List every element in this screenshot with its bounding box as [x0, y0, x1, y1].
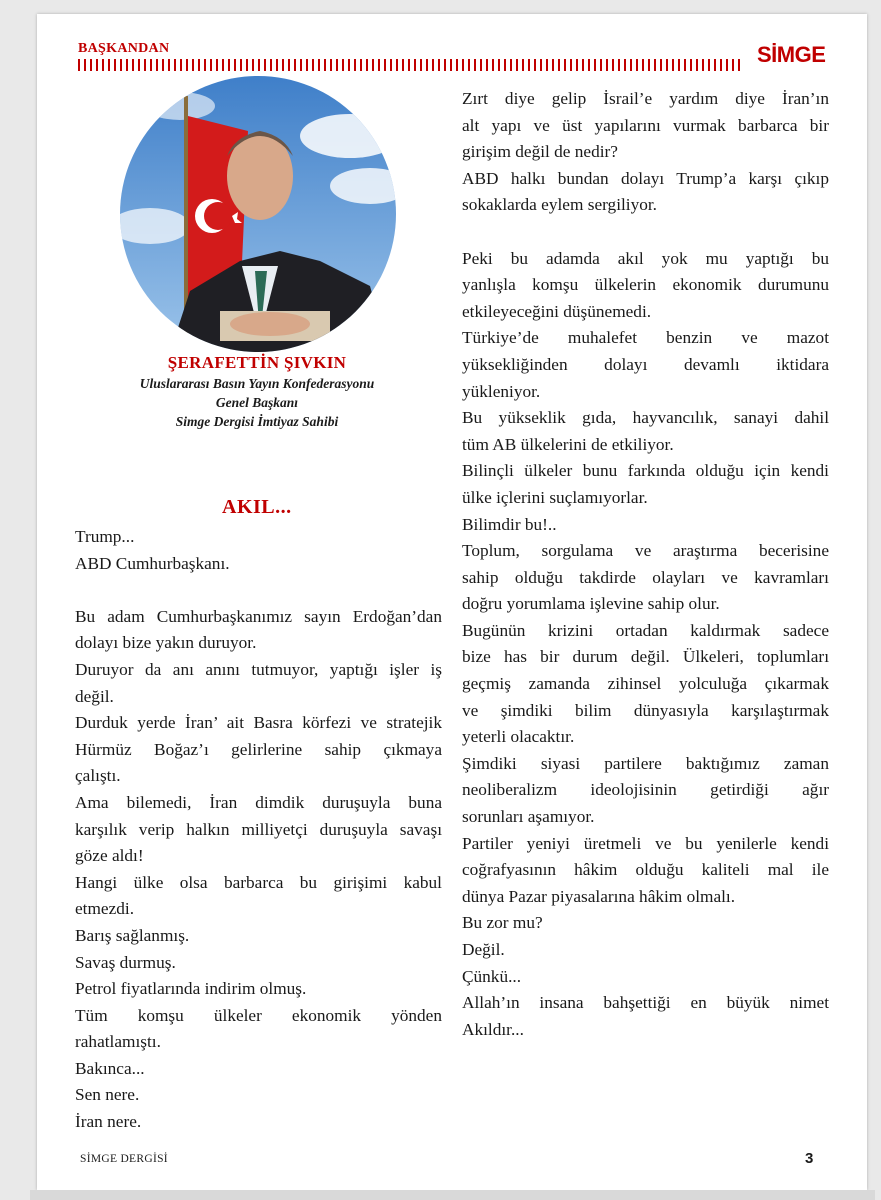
- article-line: Çünkü...: [462, 966, 522, 986]
- article-line: dolayı bize yakın duruyor.: [75, 633, 257, 653]
- article-title: AKIL...: [222, 496, 292, 518]
- article-line: Türkiye’de muhalefet benzin ve mazot: [462, 328, 829, 348]
- article-line: coğrafyasının hâkim olduğu kaliteli mal ile: [462, 860, 829, 880]
- article-line: Petrol fiyatlarında indirim olmuş.: [75, 979, 307, 999]
- article-line: çalıştı.: [75, 766, 121, 786]
- article-line: Barış sağlanmış.: [75, 925, 190, 945]
- article-line: Bu adam Cumhurbaşkanımız sayın Erdoğan’dan: [75, 606, 442, 626]
- article-line: ve şimdiki bilim dünyasıyla karşılaştırmak: [462, 700, 829, 720]
- article-line: Peki bu adamda akıl yok mu yaptığı bu: [462, 248, 829, 268]
- article-line: girişim değil de nedir?: [462, 142, 618, 162]
- article-line: alt yapı ve üst yapılarını vurmak barbarca bir: [462, 115, 829, 135]
- article-line: Bugünün krizini ortadan kaldırmak sadece: [462, 620, 829, 640]
- author-role-3: Simge Dergisi İmtiyaz Sahibi: [175, 414, 339, 429]
- article-line: bize has bir durum değil. Ülkeleri, toplumları: [462, 647, 829, 667]
- article-line: sokaklarda eylem sergiliyor.: [462, 195, 658, 215]
- author-info: [82, 352, 432, 431]
- article-line: sahip olduğu takdirde olayları ve kavramları: [462, 567, 829, 587]
- article-line: doğru yorumlama işlevine sahip olur.: [462, 594, 720, 614]
- article-line: ABD halkı bundan dolayı Trump’a karşı çıkıp: [462, 168, 829, 188]
- article-line: yükleniyor.: [462, 381, 541, 401]
- article-line: Hürmüz Boğaz’ı gelirlerine sahip çıkmaya: [75, 739, 442, 759]
- article-line: Trump...: [75, 527, 135, 546]
- author-portrait: [120, 76, 396, 352]
- article-line: Ama bilemedi, İran dimdik duruşuyla buna: [75, 792, 442, 812]
- article-line: Zırt diye gelip İsrail’e yardım diye İran’ın: [462, 89, 829, 108]
- article-line: sorunları aşamıyor.: [462, 807, 595, 827]
- article-line: Akıldır...: [462, 1019, 524, 1039]
- article-line: Savaş durmuş.: [75, 952, 176, 972]
- article-line: rahatlamıştı.: [75, 1032, 161, 1052]
- magazine-logo: SİMGE: [757, 42, 826, 67]
- article-line: Değil.: [462, 940, 505, 959]
- footer-magazine-name: SİMGE DERGİSİ: [80, 1153, 168, 1165]
- author-role-2: Genel Başkanı: [215, 395, 299, 410]
- article-line: karşılık verip halkın milliyetçi duruşuyla savaşı: [75, 819, 442, 839]
- article-line: yüksekliğinden dolayı devamlı iktidara: [462, 354, 829, 374]
- article-column-right: [462, 86, 829, 1043]
- author-role-1: Uluslararası Basın Yayın Konfederasyonu: [139, 376, 375, 391]
- article-line: tüm AB ülkelerini de etkiliyor.: [462, 434, 674, 454]
- article-line: ABD Cumhurbaşkanı.: [75, 553, 230, 573]
- author-name: ŞERAFETTİN ŞIVKIN: [167, 353, 347, 372]
- paragraph-gap: [75, 577, 442, 604]
- article-line: Sen nere.: [75, 1085, 140, 1105]
- article-line: yanlışla komşu ülkelerin ekonomik durumunu: [462, 275, 829, 295]
- article-line: Bu yükseklik gıda, hayvancılık, sanayi dahil: [462, 408, 829, 428]
- paragraph-gap: [462, 219, 829, 246]
- article-line: göze aldı!: [75, 846, 144, 866]
- article-column-left: [75, 524, 442, 1136]
- article-line: Toplum, sorgulama ve araştırma becerisine: [462, 541, 829, 561]
- article-line: Hangi ülke olsa barbarca bu girişimi kabul: [75, 872, 442, 892]
- section-label: BAŞKANDAN: [78, 41, 170, 56]
- article-line: Partiler yeniyi üretmeli ve bu yenilerle kendi: [462, 833, 829, 853]
- article-line: geçmiş zamanda zihinsel yolculuğa çıkarmak: [462, 674, 829, 694]
- article-line: değil.: [75, 686, 114, 706]
- header-divider: [78, 59, 744, 71]
- portrait-image: [120, 76, 396, 352]
- article-line: Duruyor da anı anını tutmuyor, yaptığı işler iş: [75, 659, 442, 679]
- article-line: Allah’ın insana bahşettiği en büyük nimet: [462, 993, 829, 1013]
- article-line: Şimdiki siyasi partilere baktığımız zaman: [462, 753, 829, 773]
- article-line: dünya Pazar piyasalarına hâkim olmalı.: [462, 886, 736, 906]
- article-line: İran nere.: [75, 1112, 142, 1132]
- article-line: Bu zor mu?: [462, 913, 543, 933]
- article-line: neoliberalizm ideolojisinin getirdiği ağır: [462, 780, 829, 800]
- article-line: Tüm komşu ülkeler ekonomik yönden: [75, 1005, 442, 1025]
- article-line: etmezdi.: [75, 899, 135, 919]
- article-line: Bilimdir bu!..: [462, 514, 557, 534]
- article-line: Durduk yerde İran’ ait Basra körfezi ve stratejik: [75, 713, 442, 733]
- page-edge: [30, 1190, 875, 1200]
- article-line: yeterli olacaktır.: [462, 727, 575, 747]
- article-line: ülke içlerini suçlamıyorlar.: [462, 487, 648, 507]
- article-line: Bakınca...: [75, 1058, 145, 1078]
- article-line: etkileyeceğini düşünemedi.: [462, 301, 652, 321]
- article-line: Bilinçli ülkeler bunu farkında olduğu için kendi: [462, 461, 829, 481]
- page-number: 3: [805, 1150, 814, 1167]
